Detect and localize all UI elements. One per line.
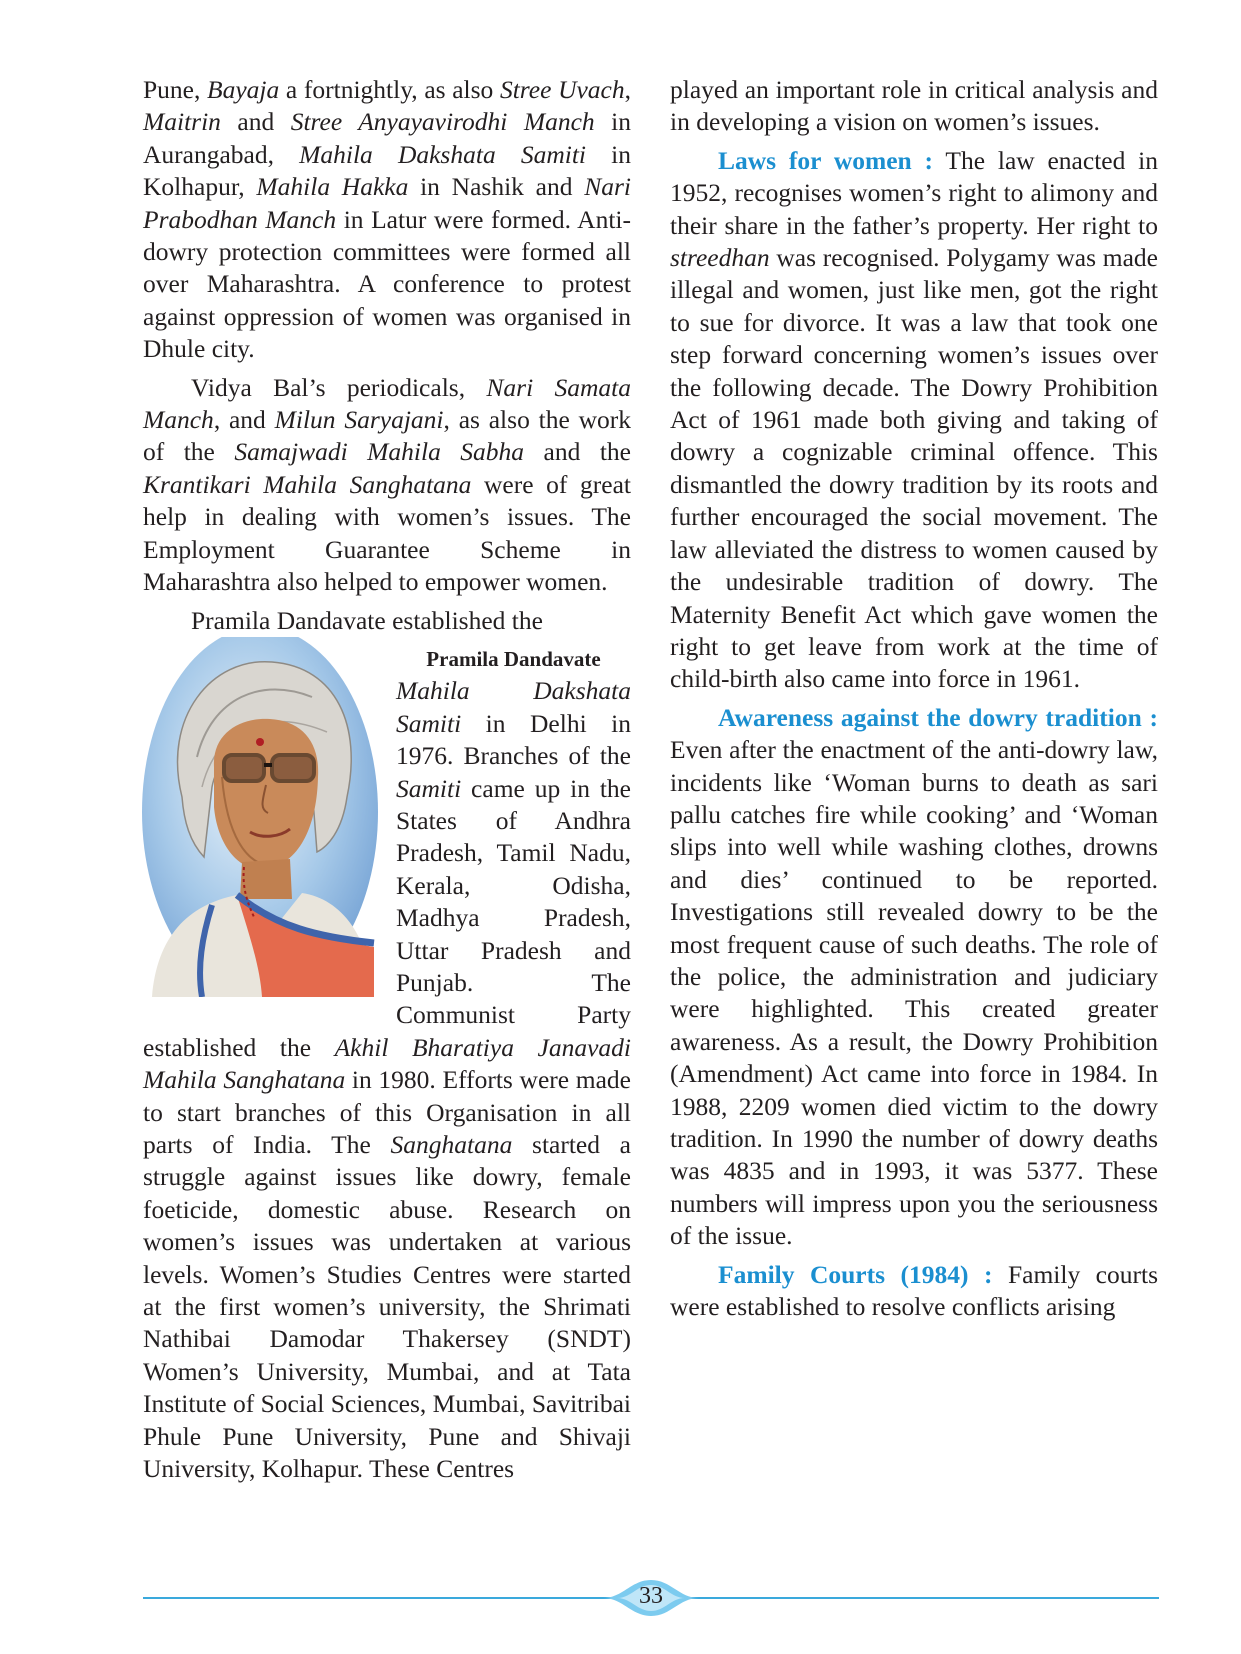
page-footer <box>143 1578 1159 1618</box>
paragraph-centres-role: played an important role in critical analysis and in developing a vision on women’s issues. <box>670 75 1158 137</box>
paragraph-vidya-bal: Vidya Bal’s periodicals, Nari Samata Manch, and Milun Saryajani, as also the work of the Samajwadi Mahila Sabha and the Krantikari Mahila Sanghatana were of great help in dealing with women’s issues. The Employment Guarantee Scheme in Maharashtra also helped to empower women. <box>143 372 631 597</box>
right-column <box>670 74 1158 1329</box>
heading-family-courts: Family Courts (1984) : <box>718 1259 993 1289</box>
paragraph-laws-for-women: Laws for women : The law enacted in 1952, recognises women’s right to alimony and their share in the father’s property. Her right to streedhan was recognised. Polygamy was made illegal and women, just like men, got the right to sue for divorce. It was a law that took one step forward concerning women’s issues over the following decade. The Dowry Prohibition Act of 1961 made both giving and taking of dowry a cognizable criminal offence. This dismantled the dowry tradition by its roots and further encouraged the social movement. The law alleviated the distress to women caused by the undesirable tradition of dowry. The Maternity Benefit Act which gave women the right to get leave from work at the time of child-birth also came into force in 1961. <box>670 145 1158 694</box>
paragraph-pramila-dandavate: Pramila Dandavate established the <box>143 605 631 637</box>
portrait-caption: Pramila Dandavate <box>426 646 601 671</box>
paragraph-women-organisations: Pune, Bayaja a fortnightly, as also Stree Uvach, Maitrin and Stree Anyayavirodhi Manch in Aurangabad, Mahila Dakshata Samiti in Kolhapur, Mahila Hakka in Nashik and Nari Prabodhan Manch in Latur were formed. Anti-dowry protection committees were formed all over Maharashtra. A conference to protest against oppression of women was organised in Dhule city. <box>143 75 632 364</box>
paragraph-family-courts: Family Courts (1984) : Family courts were established to resolve conflicts arising <box>670 1259 1158 1322</box>
portrait-figure <box>142 637 378 1027</box>
paragraph-dowry-awareness: Awareness against the dowry tradition : Even after the enactment of the anti-dowry law, incidents like ‘Woman burns to death as sari pallu catches fire while cooking’ and ‘Woman slips into well while washing clothes, drowns and dies’ continued to be reported. Investigations still revealed dowry to be the most frequent cause of such deaths. The role of the police, the administration and judiciary were highlighted. This created greater awareness. As a result, the Dowry Prohibition (Amendment) Act came into force in 1984. In 1988, 2209 women died victim to the dowry tradition. In 1990 the number of dowry deaths was 4835 and in 1993, it was 5377. These numbers will impress upon you the seriousness of the issue. <box>670 702 1158 1251</box>
heading-laws-for-women: Laws for women : <box>718 145 934 175</box>
heading-dowry-awareness: Awareness against the dowry tradition : <box>718 702 1158 732</box>
page-number: 33 <box>639 1583 663 1609</box>
left-column: Pune, Bayaja a fortnightly, as also Stree Uvach, Maitrin and Stree Anyayavirodhi Manch in Aurangabad, Mahila Dakshata Samiti in Kolhapur, Mahila Hakka in Nashik and Nari Prabodhan Manch in Latur were formed. Anti-dowry protection committees were formed all over Maharashtra. A conference to protest against oppression of women was organised in Dhule city. Vidya Bal’s periodicals, Nari Samata Manch, and Milun Saryajani, as also the work of the Samajwadi Mahila Sabha and the Krantikari Mahila Sanghatana were of great help in dealing with women’s issues. The Employment Guarantee Scheme in Maharashtra also helped to empower women. Pramila Dandavate established the Pramila Dandavate Mahila Dakshata Samiti in Delhi in 1976. Branches of the Samiti came up in the States of Andhra Pradesh, Tamil Nadu, Kerala, Odisha, Madhya Pradesh, Uttar Pradesh and Punjab. The Communist Party established the Akhil Bharatiya Janavadi Mahila Sanghatana in 1980. Efforts were made to start branches of this Organisation in all parts of India. The Sanghatana started a struggle against issues like dowry, female foeticide, domestic abuse. Research on women’s issues was undertaken at various levels. Women’s Studies Centres were started at the first women’s university, the Shrimati Nathibai Damodar Thakersey (SNDT) Women’s University, Mumbai, and at Tata Institute of Social Sciences, Mumbai, Savitribai Phule Pune University, Pune and Shivaji University, Kolhapur. These Centres <box>143 75 632 1484</box>
portrait-illustration <box>142 637 378 997</box>
